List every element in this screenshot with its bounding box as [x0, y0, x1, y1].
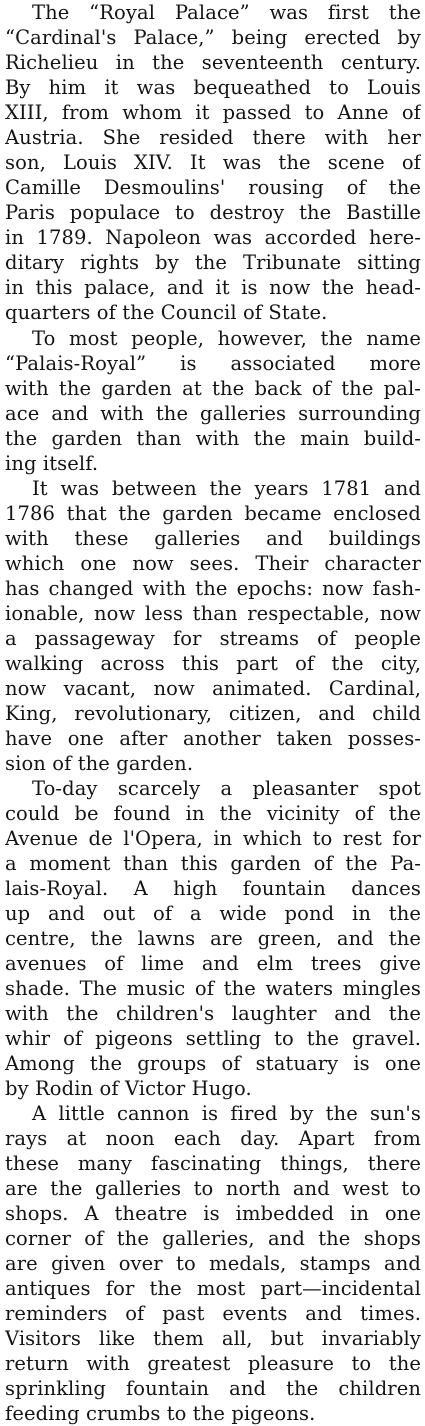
text-line: A little cannon is fired by the sun's — [32, 1102, 421, 1125]
text-line: “Palais-Royal” is associated more — [5, 352, 421, 375]
text-line: feeding crumbs to the pigeons. — [5, 1402, 316, 1425]
text-line: The “Royal Palace” was first the — [32, 1, 421, 24]
text-line: It was between the years 1781 and — [32, 477, 421, 500]
text-line: antiques for the most part—incidental — [5, 1277, 421, 1300]
text-line: Camille Desmoulins' rousing of the — [5, 176, 421, 199]
text-line: ace and with the galleries surrounding — [5, 402, 421, 425]
text-line: Among the groups of statuary is one — [5, 1052, 421, 1075]
paragraph-galleries-history — [5, 476, 421, 776]
text-line: walking across this part of the city, — [5, 652, 421, 675]
text-line: a moment than this garden of the Pa- — [5, 852, 421, 875]
text-line: in this palace, and it is now the head- — [5, 276, 421, 299]
paragraph-royal-palace-history — [5, 0, 421, 325]
text-line: Austria. She resided there with her — [5, 126, 421, 149]
text-line: which one now sees. Their character — [5, 552, 421, 575]
text-line: return with greatest pleasure to the — [5, 1352, 421, 1375]
text-line: corner of the galleries, and the shops — [5, 1227, 421, 1250]
text-line: have one after another taken posses- — [5, 727, 421, 750]
text-line: rays at noon each day. Apart from — [5, 1127, 421, 1150]
paragraph-garden-today — [5, 776, 421, 1101]
text-line: ionable, now less than respectable, now — [5, 602, 421, 625]
text-line: avenues of lime and elm trees give — [5, 952, 421, 975]
text-line: now vacant, now animated. Cardinal, — [5, 677, 421, 700]
text-line: Richelieu in the seventeenth century. — [5, 51, 421, 74]
text-line: could be found in the vicinity of the — [5, 802, 421, 825]
text-line: are given over to medals, stamps and — [5, 1252, 421, 1275]
text-line: shade. The music of the waters mingles — [5, 977, 421, 1000]
text-line: King, revolutionary, citizen, and child — [5, 702, 421, 725]
text-line: By him it was bequeathed to Louis — [5, 76, 421, 99]
text-line: son, Louis XIV. It was the scene of — [5, 151, 421, 174]
text-line: with these galleries and buildings — [5, 527, 421, 550]
text-line: in 1789. Napoleon was accorded here- — [5, 226, 421, 249]
text-line: has changed with the epochs: now fash- — [5, 577, 421, 600]
text-line: are the galleries to north and west to — [5, 1177, 421, 1200]
text-line: reminders of past events and times. — [5, 1302, 421, 1325]
text-line: shops. A theatre is imbedded in one — [5, 1202, 421, 1225]
text-line: with the garden at the back of the pal- — [5, 377, 421, 400]
text-line: sion of the garden. — [5, 752, 194, 775]
text-line: with the children's laughter and the — [5, 1002, 421, 1025]
text-line: by Rodin of Victor Hugo. — [5, 1077, 252, 1100]
text-line: Avenue de l'Opera, in which to rest for — [5, 827, 421, 850]
text-line: quarters of the Council of State. — [5, 301, 328, 324]
text-line: To most people, however, the name — [32, 327, 421, 350]
text-line: whir of pigeons settling to the gravel. — [5, 1027, 421, 1050]
paragraph-cannon-and-shops — [5, 1101, 421, 1426]
text-line: 1786 that the garden became enclosed — [5, 502, 421, 525]
text-line: sprinkling fountain and the children — [5, 1377, 421, 1400]
text-line: a passageway for streams of people — [5, 627, 421, 650]
text-line: ing itself. — [5, 452, 99, 475]
text-line: XIII, from whom it passed to Anne of — [5, 101, 421, 124]
text-line: centre, the lawns are green, and the — [5, 927, 421, 950]
text-line: Visitors like them all, but invariably — [5, 1327, 421, 1350]
text-line: these many fascinating things, there — [5, 1152, 421, 1175]
text-line: “Cardinal's Palace,” being erected by — [5, 26, 421, 49]
text-line: Paris populace to destroy the Bastille — [5, 201, 421, 224]
text-line: To-day scarcely a pleasanter spot — [32, 777, 421, 800]
text-line: the garden than with the main build- — [5, 427, 421, 450]
text-line: lais-Royal. A high fountain dances — [5, 877, 421, 900]
paragraph-palais-royal-name — [5, 326, 421, 476]
text-line: up and out of a wide pond in the — [5, 902, 421, 925]
text-line: ditary rights by the Tribunate sitting — [5, 251, 421, 274]
